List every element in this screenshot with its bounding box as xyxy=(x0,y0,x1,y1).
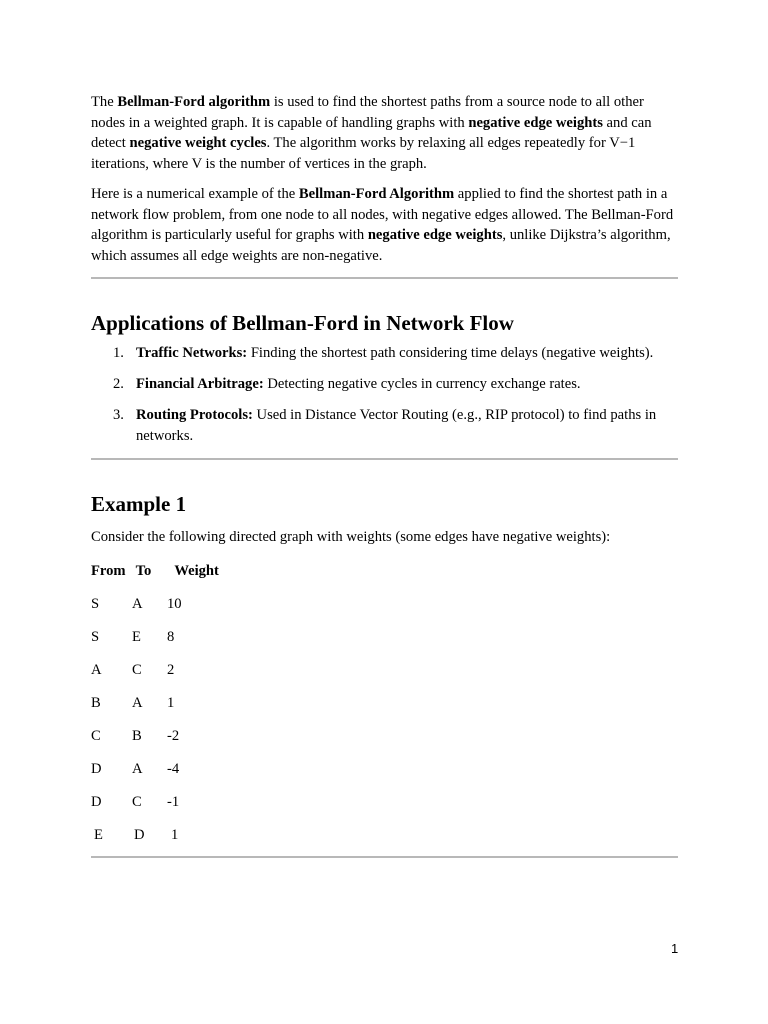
text-run: is used to find the shortest paths from a source node to all other nodes in a weighted graph. It is capable of handling graphs with xyxy=(91,94,644,131)
list-number: 2. xyxy=(113,376,124,392)
cell-weight: 1 xyxy=(171,826,179,843)
applications-list xyxy=(91,343,678,447)
text-run: The xyxy=(91,94,118,110)
applications-heading: Applications of Bellman-Ford in Network Flow xyxy=(91,311,514,335)
list-item-text: Finding the shortest path considering time delays (negative weights). xyxy=(247,345,654,361)
cell-weight: 8 xyxy=(167,628,175,645)
cell-to: D xyxy=(134,826,145,843)
cell-to: A xyxy=(132,760,143,777)
list-item-text: Used in Distance Vector Routing (e.g., RIP protocol) to find paths in networks. xyxy=(136,407,657,444)
section-divider xyxy=(91,277,678,279)
column-header-to: To xyxy=(135,562,152,579)
cell-weight: 10 xyxy=(167,595,182,612)
list-item-label: Traffic Networks: xyxy=(136,345,248,361)
cell-weight: -4 xyxy=(167,760,180,777)
edge-table xyxy=(91,594,678,856)
cell-to: C xyxy=(132,661,142,678)
cell-to: B xyxy=(132,727,142,744)
text-run: and can detect xyxy=(91,114,652,151)
bold-term: negative edge weights xyxy=(367,227,503,243)
bold-term: negative weight cycles xyxy=(129,135,267,151)
list-item xyxy=(91,405,678,447)
edge-table-header xyxy=(91,561,678,581)
table-row xyxy=(91,594,678,627)
example-intro: Consider the following directed graph with weights (some edges have negative weights): xyxy=(91,529,611,545)
page-number: 1 xyxy=(671,941,679,956)
list-item-label: Routing Protocols: xyxy=(136,407,253,423)
list-item xyxy=(91,374,678,395)
cell-from: E xyxy=(94,826,103,843)
cell-from: D xyxy=(91,793,102,810)
section-divider xyxy=(91,458,678,460)
cell-weight: -1 xyxy=(167,793,180,810)
cell-to: C xyxy=(132,793,142,810)
cell-from: A xyxy=(91,661,102,678)
table-row xyxy=(91,825,678,856)
cell-weight: 2 xyxy=(167,661,175,678)
cell-from: D xyxy=(91,760,102,777)
text-run: . The algorithm works by relaxing all edges repeatedly for V−1 iterations, where V is the number of vertices in the graph. xyxy=(91,135,636,172)
bold-term: Bellman-Ford Algorithm xyxy=(298,186,455,202)
example-heading: Example 1 xyxy=(91,492,187,516)
table-row xyxy=(91,693,678,726)
list-item-label: Financial Arbitrage: xyxy=(136,376,264,392)
table-row xyxy=(91,759,678,792)
column-header-weight: Weight xyxy=(174,562,219,579)
bold-term: negative edge weights xyxy=(468,114,603,131)
cell-to: A xyxy=(132,694,143,711)
cell-to: A xyxy=(132,595,143,612)
cell-to: E xyxy=(132,628,141,645)
cell-weight: 1 xyxy=(167,694,175,711)
cell-from: S xyxy=(91,595,100,612)
text-run: , unlike Dijkstra’s algorithm, which assumes all edge weights are non-negative. xyxy=(91,227,671,264)
bold-term: Bellman-Ford algorithm xyxy=(117,94,271,110)
list-number: 3. xyxy=(113,407,124,423)
text-run: Here is a numerical example of the xyxy=(91,186,299,202)
cell-from: S xyxy=(91,628,100,645)
column-header-from: From xyxy=(91,562,126,579)
document-page xyxy=(91,92,678,858)
intro-paragraph-1 xyxy=(91,92,678,174)
table-row xyxy=(91,792,678,825)
table-row xyxy=(91,726,678,759)
list-item-text: Detecting negative cycles in currency exchange rates. xyxy=(263,376,581,392)
cell-from: C xyxy=(91,727,101,744)
list-item xyxy=(91,343,678,364)
intro-paragraph-2 xyxy=(91,184,678,266)
table-row xyxy=(91,660,678,693)
text-run: applied to find the shortest path in a network flow problem, from one node to all nodes, with negative edges allowed. The Bellman-Ford algorithm is particularly useful for graphs with xyxy=(91,186,674,243)
list-number: 1. xyxy=(113,345,124,361)
cell-from: B xyxy=(91,694,101,711)
table-row xyxy=(91,627,678,660)
section-divider xyxy=(91,856,678,858)
cell-weight: -2 xyxy=(167,727,180,744)
